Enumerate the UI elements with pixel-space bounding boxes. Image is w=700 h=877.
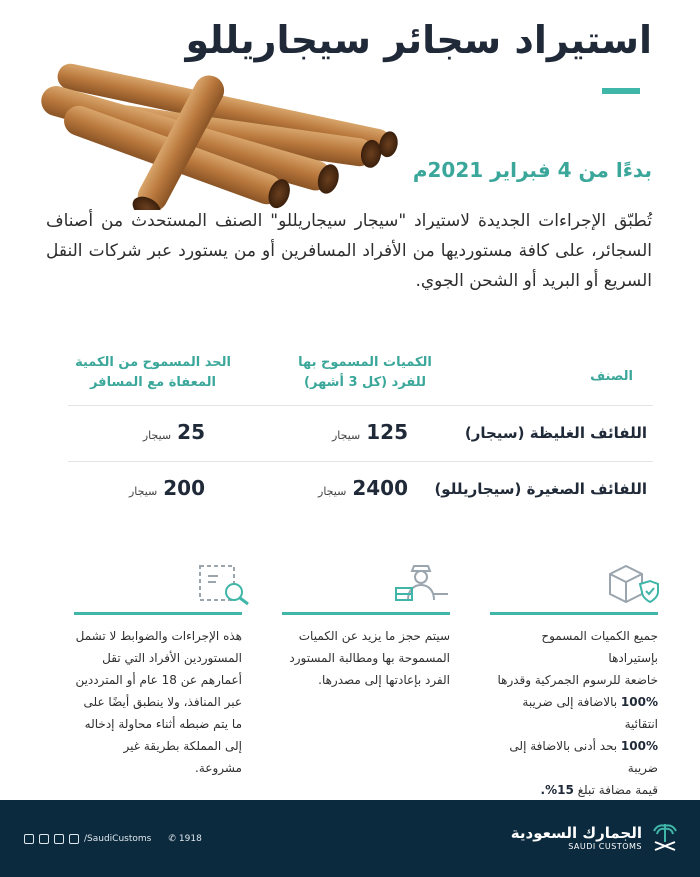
info-divider (282, 612, 450, 615)
row-allowed-qty: 2400 سيجار (318, 476, 408, 500)
row-allowed-qty: 125 سيجار (331, 420, 408, 444)
info-text: سيتم حجز ما يزيد عن الكميات المسموحة بها ومطالبة المستورد الفرد بإعادتها إلى مصدرها. (289, 629, 450, 687)
header-type: الصنف (590, 369, 633, 384)
footer (0, 800, 700, 877)
title-accent-bar (602, 88, 640, 94)
social-handle[interactable]: /SaudiCustoms (84, 834, 152, 844)
header-allowed-qty: الكميات المسموح بها للفرد (كل 3 أشهر) (298, 355, 432, 390)
row-exempt-limit: 200 سيجار (128, 476, 205, 500)
facebook-icon[interactable] (24, 834, 34, 844)
table-row (68, 461, 653, 517)
table-row (68, 405, 653, 461)
info-text: هذه الإجراءات والضوابط لا تشمل المستوردين الأفراد التي تقل أعمارهم عن 18 عام أو المترددين عبر المنافذ، ولا ينطبق أيضًا على ما يتم ضبطه أثناء محاولة إدخاله إلى المملكة بطريقة غير مشروعة. (75, 629, 242, 775)
customs-officer-icon (392, 560, 452, 606)
palm-swords-emblem-icon (650, 820, 680, 854)
social-links (24, 834, 202, 844)
row-type: اللفائف الصغيرة (سيجاريللو) (434, 480, 647, 498)
row-exempt-limit: 25 سيجار (142, 420, 205, 444)
intro-paragraph: تُطبّق الإجراءات الجديدة لاستيراد "سيجار سيجاريللو" الصنف المستحدث من أصناف السجائر، على كافة مستورديها من الأفراد المسافرين أو من يستورد عبر شركات النقل السريع أو البريد أو الشحن الجوي. (46, 211, 652, 291)
phone-icon: ✆ (168, 834, 176, 844)
phone-contact[interactable]: ✆ 1918 (168, 834, 202, 844)
info-divider (74, 612, 242, 615)
cigars-illustration (30, 40, 450, 210)
table-header (68, 345, 653, 405)
info-divider (490, 612, 658, 615)
quantities-table (68, 345, 653, 517)
page-title: استيراد سجائر سيجاريللو (185, 18, 652, 62)
saudi-customs-logo: الجمارك السعودية SAUDI CUSTOMS (511, 820, 680, 854)
header-exempt-limit: الحد المسموح من الكمية المعفاة مع المسافر (75, 355, 231, 390)
youtube-icon[interactable] (54, 834, 64, 844)
twitter-icon[interactable] (39, 834, 49, 844)
instagram-icon[interactable] (69, 834, 79, 844)
start-date: بدءًا من 4 فبراير 2021م (412, 158, 652, 182)
info-text: جميع الكميات المسموح بإستيرادها خاضعة للرسوم الجمركية وقدرها 100% بالاضافة إلى ضريبة انتقائية 100% بحد أدنى بالاضافة إلى ضريبة قيمة مضافة تبلغ 15%. (497, 629, 658, 797)
row-type: اللفائف الغليظة (سيجار) (464, 424, 647, 442)
box-shield-icon (600, 560, 660, 606)
package-scan-icon (194, 560, 254, 606)
